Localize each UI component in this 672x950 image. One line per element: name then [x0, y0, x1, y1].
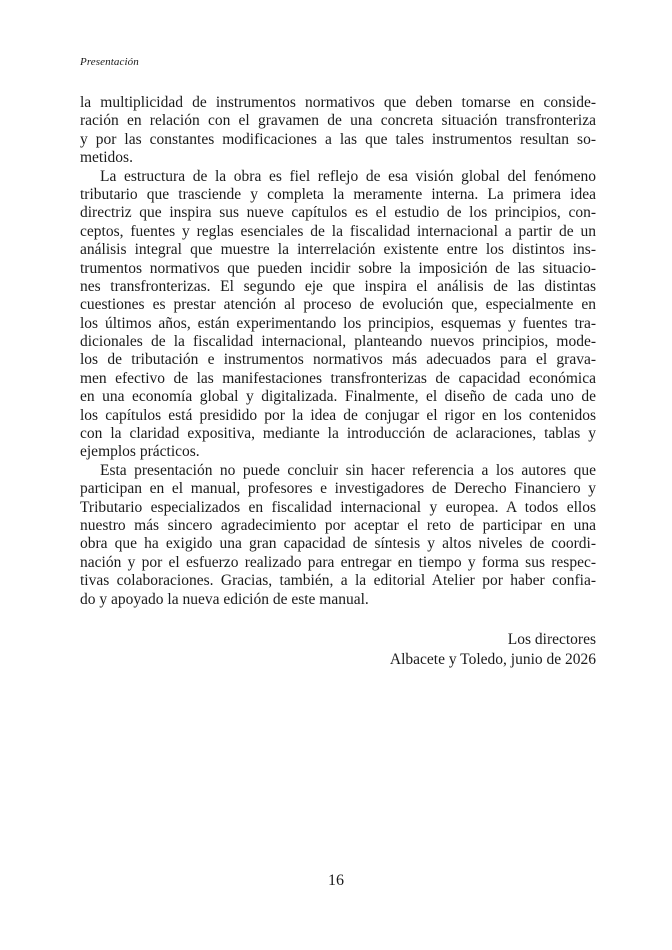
paragraph-1 — [80, 94, 596, 168]
text-line: los últimos años, están experimentando los principios, esquemas y fuentes tra- — [80, 314, 596, 332]
text-line: metidos. — [80, 149, 133, 167]
text-line: dicionales de la fiscalidad internacional, planteando nuevos principios, mode- — [80, 333, 596, 351]
text-line: en una economía global y digitalizada. Finalmente, el diseño de cada uno de — [80, 388, 596, 406]
running-header: Presentación — [80, 56, 139, 68]
text-line: nación y por el esfuerzo realizado para entregar en tiempo y forma sus respec- — [80, 553, 596, 571]
body-text — [80, 94, 596, 609]
page-number: 16 — [328, 872, 344, 889]
text-line: ración en relación con el gravamen de una concreta situación transfronteriza — [80, 112, 596, 130]
text-line: la multiplicidad de instrumentos normativos que deben tomarse en conside- — [80, 94, 596, 111]
signature-block — [390, 630, 596, 670]
text-line: Esta presentación no puede concluir sin hacer referencia a los autores que — [100, 461, 596, 479]
text-line: tivas colaboraciones. Gracias, también, a la editorial Atelier por haber confia- — [80, 572, 596, 590]
text-line: La estructura de la obra es fiel reflejo de esa visión global del fenómeno — [100, 167, 596, 185]
text-line: los de tributación e instrumentos normativos más adecuados para el grava- — [80, 351, 596, 369]
text-line: con la claridad expositiva, mediante la introducción de aclaraciones, tablas y — [80, 425, 596, 443]
paragraph-3 — [80, 462, 596, 609]
text-line: men efectivo de las manifestaciones transfronterizas de capacidad económica — [80, 369, 596, 387]
signature-authors: Los directores — [507, 631, 596, 648]
text-line: directriz que inspira sus nueve capítulos es el estudio de los principios, con- — [80, 204, 596, 222]
paragraph-2 — [80, 168, 596, 462]
text-line: ejemplos prácticos. — [80, 443, 200, 461]
signature-place-date: Albacete y Toledo, junio de 2026 — [389, 651, 596, 668]
text-line: los capítulos está presidido por la idea de conjugar el rigor en los contenidos — [80, 406, 596, 424]
text-line: trumentos normativos que pueden incidir sobre la imposición de las situacio- — [80, 259, 596, 277]
text-line: y por las constantes modificaciones a las que tales instrumentos resultan so- — [80, 130, 596, 148]
text-line: tributario que trasciende y completa la meramente interna. La primera idea — [80, 185, 596, 203]
text-line: do y apoyado la nueva edición de este manual. — [80, 590, 369, 608]
text-line: cuestiones es prestar atención al proceso de evolución que, especialmente en — [80, 296, 596, 314]
text-line: nes transfronterizas. El segundo eje que inspira el análisis de las distintas — [80, 277, 596, 295]
text-line: ceptos, fuentes y reglas esenciales de la fiscalidad internacional a partir de un — [80, 222, 596, 240]
text-line: Tributario especializados en fiscalidad internacional y europea. A todos ellos — [80, 498, 596, 516]
text-line: nuestro más sincero agradecimiento por aceptar el reto de participar en una — [80, 516, 596, 534]
text-line: participan en el manual, profesores e investigadores de Derecho Financiero y — [80, 480, 596, 498]
text-line: obra que ha exigido una gran capacidad de síntesis y altos niveles de coordi- — [80, 535, 596, 553]
text-line: análisis integral que muestre la interrelación existente entre los distintos ins- — [80, 241, 596, 259]
